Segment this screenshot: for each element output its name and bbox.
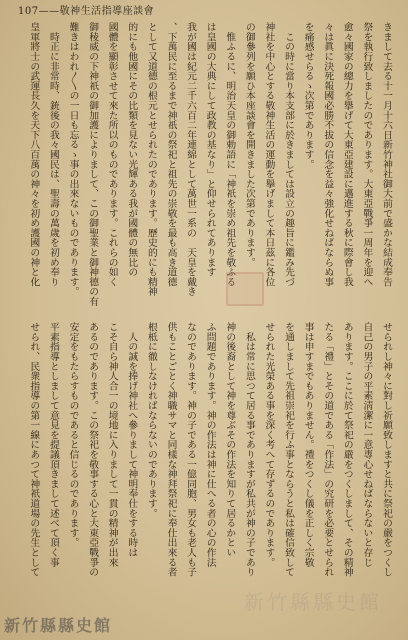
text-column: 々は眞に決死報國必勝不拔の信念を益々強化せねばならぬ事 [322, 22, 334, 287]
text-column: 人の誠を捧げ神社へ參りまして神明奉仕をする時は [126, 322, 138, 558]
text-column: たる「禮」とその道である「作法」の究研を必要とせられ [322, 322, 334, 577]
text-column: 時正に非常時、銃後の我々國民は、聖壽の萬歲を初め奉り [47, 22, 59, 287]
seal-stamp [226, 272, 264, 306]
watermark-right: 新竹縣縣史館 [244, 590, 382, 614]
text-column: 神の後裔として神を尊ぶその作法を知りて居るかとい [224, 322, 236, 558]
text-column: 難きはわれ〳〵の一日も忘るゝ事の出來ないものであります。 [67, 22, 79, 297]
page-header: 107——敬神生活指導座談會 [18, 6, 155, 17]
text-column: 神社を中心とする敬神生活の運動を擧げまして本日茲に各位 [263, 22, 275, 287]
text-column: 惟ふるに、明治天皇の御勅語に「神祇を崇め祖先を敬ふる [224, 22, 236, 287]
lower-text-block [20, 322, 396, 612]
text-column: 祭を執行致しましたのであります。大東亞戰爭一周年を迎へ [361, 22, 373, 287]
text-column: せられ、民衆指導の第一線にあつて神祇道場の先生として [28, 322, 40, 577]
text-column: の御參列を願ひ本座談會を開きました次第であります。 [243, 22, 255, 267]
text-column: 的にも他國にその比類を見ない光輝ある我が國體の無比の [126, 22, 138, 277]
text-column: 皇軍將士の武運長久を天下八百萬の神々を初め護國の神と化 [28, 22, 40, 287]
text-column: 國體を顯彰させて來た所以のものであります。これらの如く [106, 22, 118, 287]
text-column: 根柢に徹しなければならないのであります。 [145, 322, 157, 518]
text-column: こそ自ら神人合一の境地に入りまして一貫の精神が出來 [106, 322, 118, 567]
text-column: 御稜威の下神祇の御加護によりまして、この御聖業と御神德の有 [87, 22, 99, 307]
text-column: ふ問題であります。神の作法は神に仕へる者の心の作法 [204, 322, 216, 567]
text-column: きまして去る十一月十六日新竹神社御大前で盛かな結成奉告 [381, 22, 392, 287]
text-column: 、下萬民に至るまで神祇の祭祀と祖先の崇敬を最も高き道德 [165, 22, 177, 287]
text-column: を通しまして先祖崇祀を行ふ事とならうと私は確信致して [283, 322, 295, 577]
text-column: 平素指導としまして意見を提議頂きまして述べて頂く事 [47, 322, 59, 567]
text-column: 安定をもたらすものであると信じるのであります。 [67, 322, 79, 548]
text-column: あるのであります。この祭祀を敬事する心と大東亞戰爭の [87, 322, 99, 577]
text-column: なのであります。神の子である一億同胞、男女も老人も子 [185, 322, 197, 577]
upper-text-block [20, 22, 396, 312]
text-column: を痛感せらるゝ次第であります。 [302, 22, 314, 169]
text-column: 愈々國家の總力を擧げて大東亞建設に邁進する秋に際會し我 [341, 22, 353, 287]
text-column: 私は常に思つて居る事でありますが私共が神の子であり [243, 322, 255, 577]
text-column: あります。ここに於て祭祀の嚴をつくしまして、その精神 [341, 322, 353, 577]
text-column: せられた光榮ある事を深く考へて存ずるのであります。 [263, 322, 275, 567]
text-column: 自己の男子の平素淸潔に一意專心せねばならないと存じ [361, 322, 373, 567]
text-column: として又道德の根元とせられたのであります。歷史的にも精神 [145, 22, 157, 297]
text-column: この時に當り本支部に於きましては設立の趣旨に鑑み先づ [283, 22, 295, 287]
watermark-left: 新竹縣縣史館 [4, 616, 113, 635]
text-column: 事は申すまでもありません。禮をつくし儀を正しく宗敬 [302, 322, 314, 567]
text-column: 我が國は紀元二千六百二年連綿として萬世一系の 天皇を戴き [185, 22, 197, 297]
text-column: 供もことごとく神職サマと同樣な神拜祭祀に奉仕出來る者 [165, 322, 177, 577]
text-column: せられし神々に對し祈願致しますと共に祭祀の嚴をつくし [381, 322, 392, 577]
text-column: は皇國の大典にして政教の基なり」と仰せられてあります [204, 22, 216, 277]
